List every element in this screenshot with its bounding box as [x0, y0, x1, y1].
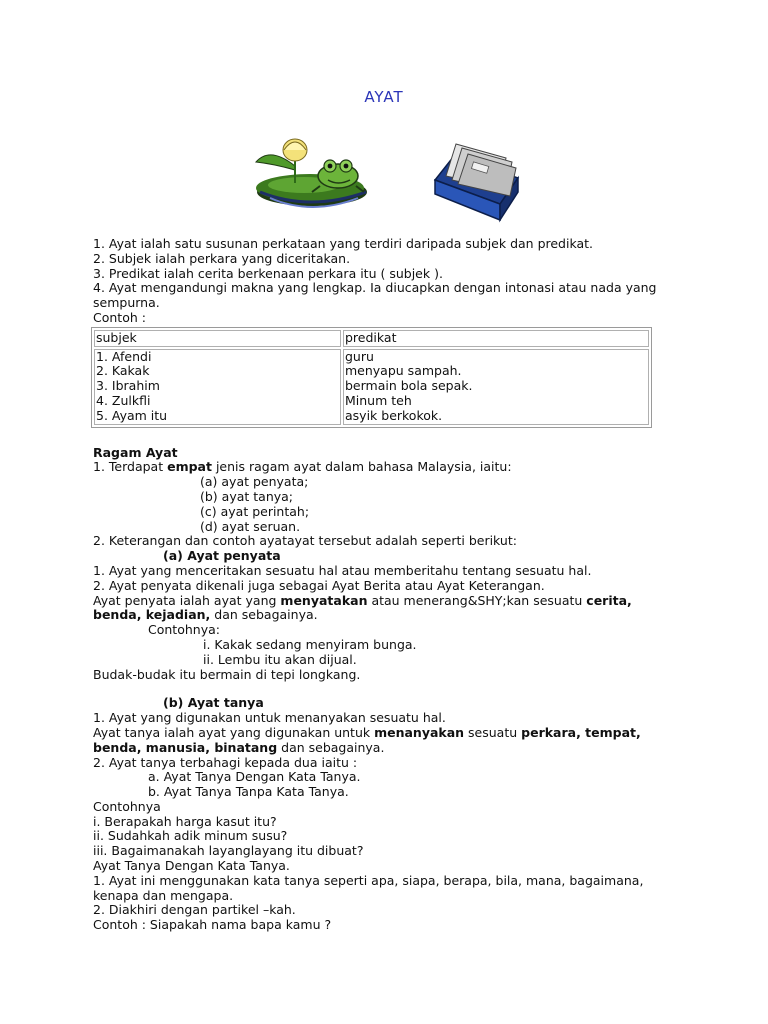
- penyata-contoh-label: Contohnya:: [148, 622, 220, 638]
- subjek-item: 5. Ayam itu: [96, 407, 168, 423]
- subjek-cell: [94, 349, 341, 425]
- tanya-contoh-label: Contohnya: [93, 798, 161, 814]
- tanya-line: 2. Diakhiri dengan partikel –kah.: [93, 902, 296, 918]
- ragam-line: 2. Keterangan dan contoh ayatayat tersebut adalah seperti berikut:: [93, 533, 517, 549]
- table-header-subjek: subjek: [94, 330, 341, 347]
- tanya-line: Contoh : Siapakah nama bapa kamu ?: [93, 917, 332, 933]
- penyata-example: Budak-budak itu bermain di tepi longkang.: [93, 666, 361, 682]
- table-row: [94, 349, 649, 425]
- ragam-type: (d) ayat seruan.: [200, 518, 301, 534]
- clipart-illustration: [250, 128, 530, 228]
- predikat-item: Minum teh: [345, 392, 412, 408]
- subjek-item: 3. Ibrahim: [96, 378, 160, 394]
- tanya-example: i. Berapakah harga kasut itu?: [93, 813, 277, 829]
- tanya-subheading: Ayat Tanya Dengan Kata Tanya.: [93, 858, 290, 874]
- ragam-line: 1. Terdapat empat jenis ragam ayat dalam bahasa Malaysia, iaitu:: [93, 459, 512, 475]
- subject-predicate-table: [91, 327, 652, 428]
- tanya-definition: Ayat tanya ialah ayat yang digunakan untuk menanyakan sesuatu perkara, tempat, benda, manusia, binatang dan sebagainya.: [93, 724, 641, 755]
- tanya-line: 1. Ayat yang digunakan untuk menanyakan sesuatu hal.: [93, 710, 446, 726]
- intro-line: 2. Subjek ialah perkara yang diceritakan.: [93, 250, 351, 266]
- tanya-example: ii. Sudahkah adik minum susu?: [93, 828, 288, 844]
- predikat-item: bermain bola sepak.: [345, 378, 473, 394]
- penyata-line: 2. Ayat penyata dikenali juga sebagai Ayat Berita atau Ayat Keterangan.: [93, 577, 545, 593]
- predikat-cell: [343, 349, 649, 425]
- tanya-line: 1. Ayat ini menggunakan kata tanya seperti apa, siapa, berapa, bila, mana, bagaimana, kenapa dan mengapa.: [93, 872, 644, 903]
- subjek-item: 4. Zulkfli: [96, 392, 151, 408]
- intro-line: 1. Ayat ialah satu susunan perkataan yang terdiri daripada subjek dan predikat.: [93, 236, 594, 251]
- tanya-subtype: b. Ayat Tanya Tanpa Kata Tanya.: [148, 784, 349, 800]
- predikat-item: guru: [345, 348, 374, 364]
- ragam-type: (b) ayat tanya;: [200, 488, 294, 504]
- predikat-item: asyik berkokok.: [345, 407, 443, 423]
- tanya-example: iii. Bagaimanakah layanglayang itu dibuat?: [93, 843, 364, 859]
- page-title: AYAT: [364, 88, 404, 106]
- penyata-heading: (a) Ayat penyata: [163, 548, 281, 564]
- tanya-heading: (b) Ayat tanya: [163, 695, 264, 711]
- subjek-item: 2. Kakak: [96, 363, 150, 379]
- intro-line: 3. Predikat ialah cerita berkenaan perkara itu ( subjek ).: [93, 265, 443, 281]
- document-body: [93, 237, 673, 933]
- table-header-row: [94, 330, 649, 347]
- penyata-example: ii. Lembu itu akan dijual.: [203, 651, 357, 667]
- ragam-heading: Ragam Ayat: [93, 444, 178, 460]
- predikat-item: menyapu sampah.: [345, 363, 462, 379]
- ragam-type: (c) ayat perintah;: [200, 503, 310, 519]
- subjek-item: 1. Afendi: [96, 348, 152, 364]
- ragam-type: (a) ayat penyata;: [200, 474, 309, 490]
- file-box-illustration: [435, 144, 518, 220]
- tanya-subtype: a. Ayat Tanya Dengan Kata Tanya.: [148, 769, 361, 785]
- penyata-example: i. Kakak sedang menyiram bunga.: [203, 636, 417, 652]
- tanya-line: 2. Ayat tanya terbahagi kepada dua iaitu :: [93, 754, 358, 770]
- intro-line: 4. Ayat mengandungi makna yang lengkap. Ia diucapkan dengan intonasi atau nada yang sempurna.: [93, 280, 657, 311]
- penyata-line: 1. Ayat yang menceritakan sesuatu hal atau memberitahu tentang sesuatu hal.: [93, 562, 592, 578]
- frog-on-lily-pad-illustration: [256, 139, 367, 207]
- contoh-label: Contoh :: [93, 309, 146, 325]
- penyata-definition: Ayat penyata ialah ayat yang menyatakan atau menerang&SHY;kan sesuatu cerita, benda, kejadian, dan sebagainya.: [93, 592, 632, 623]
- table-header-predikat: predikat: [343, 330, 649, 347]
